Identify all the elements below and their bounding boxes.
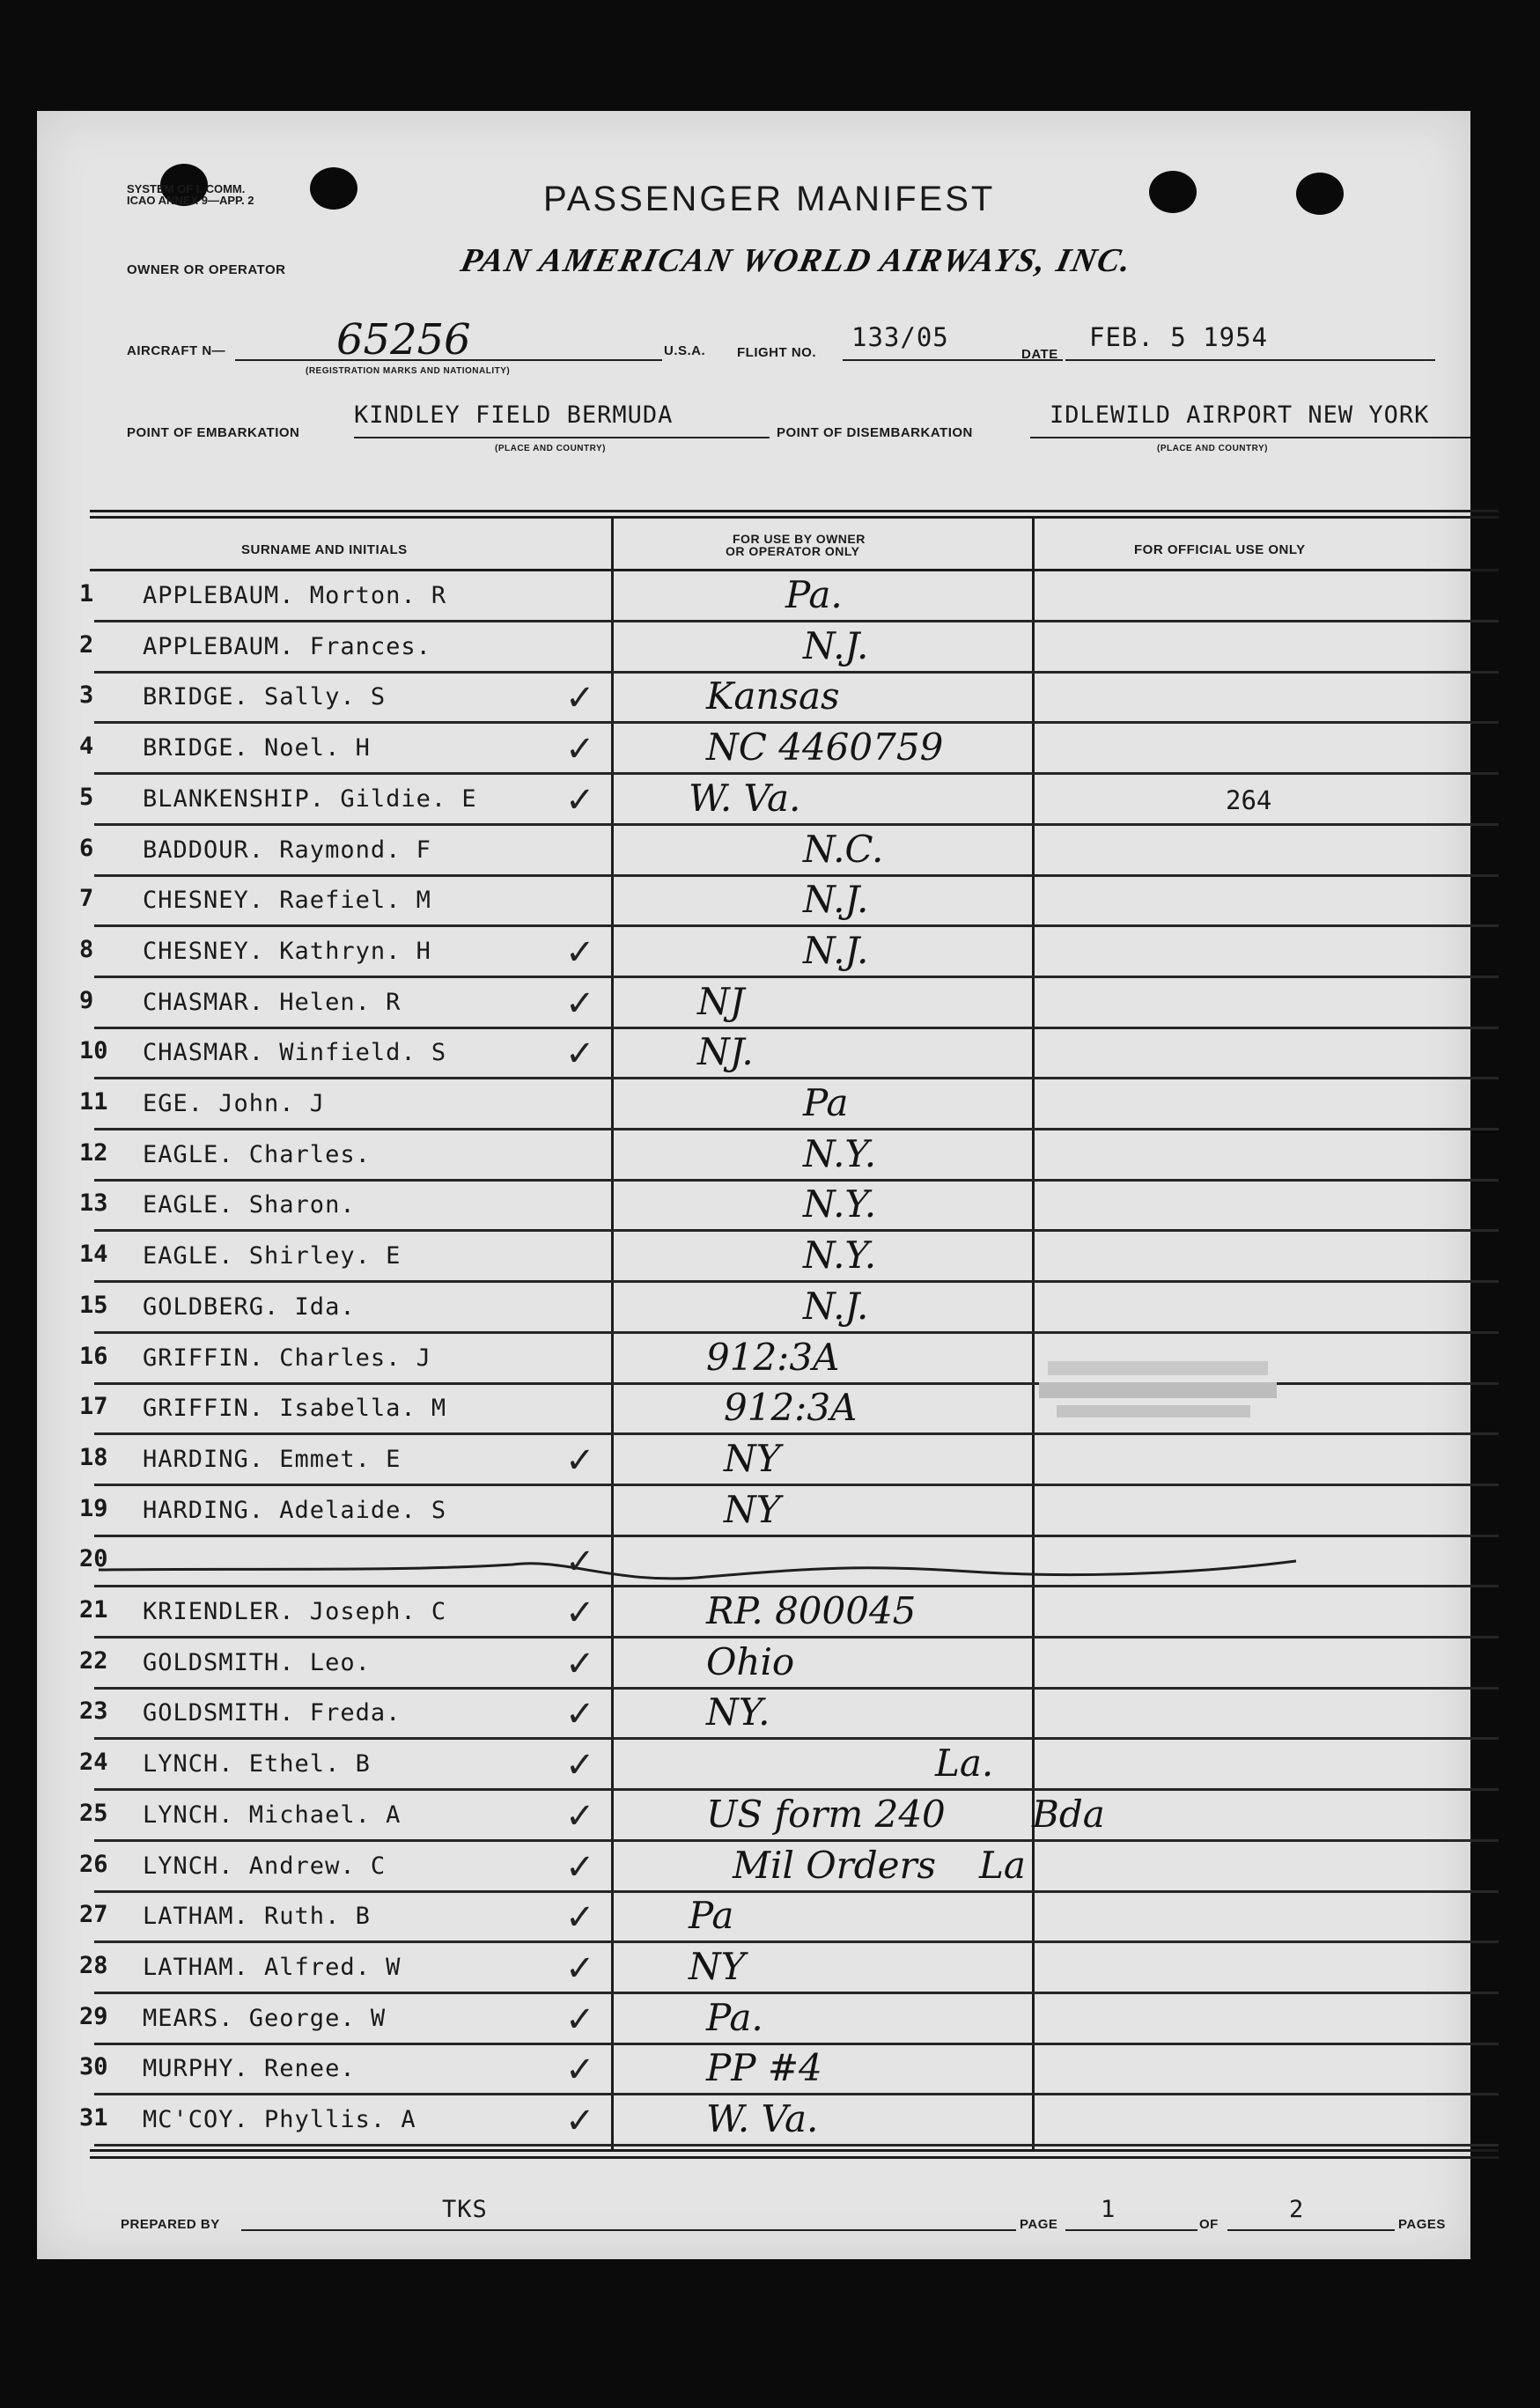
owner-note: NY (689, 1944, 746, 1988)
owner-note: La. (935, 1742, 994, 1786)
passenger-name: CHASMAR. Helen. R (143, 988, 402, 1016)
table-row (37, 1994, 1499, 2045)
row-number: 19 (79, 1494, 108, 1522)
owner-note: RP. 800045 (706, 1589, 917, 1632)
owner-note: PP #4 (706, 2046, 822, 2090)
disembark-place-note: (PLACE AND COUNTRY) (1157, 444, 1268, 453)
passenger-name: GRIFFIN. Isabella. M (143, 1395, 447, 1423)
row-rule (94, 2144, 1499, 2147)
table-row (37, 1486, 1499, 1537)
table-row (37, 978, 1499, 1029)
passenger-name: GOLDSMITH. Freda. (143, 1699, 402, 1727)
smudge-bar (1048, 1361, 1268, 1375)
form-reference (127, 183, 254, 206)
table-row (37, 1232, 1499, 1283)
table-row (37, 1130, 1499, 1182)
owner-note: N.J. (803, 928, 869, 972)
table-row (37, 1689, 1499, 1740)
date-underline (1065, 359, 1435, 361)
check-mark: ✓ (565, 2101, 595, 2141)
aircraft-label: AIRCRAFT N— (127, 343, 226, 358)
owner-note: US form 240 (706, 1792, 946, 1836)
passenger-name: APPLEBAUM. Morton. R (143, 582, 447, 609)
table-row (37, 2095, 1499, 2147)
row-number: 15 (79, 1291, 108, 1319)
table-row (37, 1587, 1499, 1638)
table-row (37, 826, 1499, 877)
passenger-name: HARDING. Emmet. E (143, 1445, 402, 1473)
passenger-name: APPLEBAUM. Frances. (143, 632, 431, 660)
table-row (37, 1181, 1499, 1232)
row-number: 21 (79, 1596, 108, 1624)
row-number: 26 (79, 1850, 108, 1878)
table-row (37, 1079, 1499, 1130)
owner-note: N.C. (803, 827, 884, 871)
page-underline (1065, 2229, 1197, 2231)
table-row (37, 1283, 1499, 1334)
row-number: 25 (79, 1799, 108, 1827)
check-mark: ✓ (565, 1897, 595, 1939)
table-row (37, 724, 1499, 775)
passenger-name: CHESNEY. Kathryn. H (143, 937, 431, 965)
owner-note: NY (724, 1436, 781, 1480)
date-value: FEB. 5 1954 (1089, 322, 1269, 352)
passenger-name: BRIDGE. Sally. S (143, 683, 387, 711)
row-number: 2 (79, 630, 94, 659)
owner-note: Pa (803, 1081, 849, 1124)
table-top-rule (90, 516, 1499, 519)
passenger-name: GOLDBERG. Ida. (143, 1292, 356, 1321)
owner-note: Pa. (706, 1995, 763, 2039)
row-number: 4 (79, 733, 94, 761)
owner-note: Ohio (706, 1639, 795, 1683)
passenger-name: LATHAM. Alfred. W (143, 1953, 402, 1981)
column-header-owner-line1: FOR USE BY OWNER (733, 532, 866, 546)
passenger-name: BLANKENSHIP. Gildie. E (143, 784, 477, 813)
owner-note: N.J. (803, 1284, 869, 1328)
check-mark: ✓ (565, 1795, 595, 1837)
redaction-smudge (1030, 1352, 1286, 1432)
owner-note: Mil Orders (733, 1843, 937, 1887)
prepared-value: TKS (442, 2196, 488, 2223)
row-number: 7 (79, 885, 94, 913)
owner-note: 912:3A (706, 1335, 840, 1379)
check-mark: ✓ (565, 1643, 595, 1684)
check-mark: ✓ (565, 1593, 595, 1633)
embark-underline (354, 437, 770, 438)
column-header-official: FOR OFFICIAL USE ONLY (1134, 542, 1306, 557)
owner-value: PAN AMERICAN WORLD AIRWAYS, INC. (457, 242, 1137, 279)
table-row (37, 927, 1499, 978)
passenger-name: MC'COY. Phyllis. A (143, 2106, 416, 2133)
check-mark: ✓ (565, 1694, 595, 1735)
passenger-name: LATHAM. Ruth. B (143, 1903, 371, 1931)
check-mark: ✓ (565, 729, 595, 770)
passenger-name: BRIDGE. Noel. H (143, 734, 371, 762)
column-header-owner-line2: OR OPERATOR ONLY (726, 544, 860, 558)
table-bottom-rule (90, 2149, 1499, 2152)
owner-note: Pa (689, 1894, 734, 1938)
owner-note: NC 4460759 (706, 725, 944, 770)
passenger-name: BADDOUR. Raymond. F (143, 836, 431, 864)
passenger-name: CHASMAR. Winfield. S (143, 1039, 447, 1067)
smudge-bar (1057, 1405, 1250, 1418)
date-label: DATE (1021, 347, 1058, 362)
row-number: 27 (79, 1901, 108, 1929)
row-number: 31 (79, 2104, 108, 2132)
disembark-underline (1030, 437, 1470, 438)
check-mark: ✓ (565, 1846, 595, 1888)
row-number: 11 (79, 1088, 108, 1116)
check-mark: ✓ (565, 1745, 595, 1786)
check-mark: ✓ (565, 1440, 595, 1481)
row-number: 1 (79, 580, 94, 608)
row-number: 3 (79, 681, 94, 710)
table-row (37, 2044, 1499, 2095)
page-label: PAGE (1020, 2217, 1058, 2232)
row-number: 29 (79, 2002, 108, 2030)
table-row (37, 1791, 1499, 1842)
row-number: 28 (79, 1951, 108, 1979)
owner-note: N.Y. (803, 1182, 877, 1226)
passenger-name: GOLDSMITH. Leo. (143, 1648, 371, 1676)
embark-value: KINDLEY FIELD BERMUDA (354, 401, 674, 429)
prepared-underline (241, 2229, 1016, 2231)
check-mark: ✓ (565, 1948, 595, 1989)
check-mark: ✓ (565, 1542, 595, 1583)
official-note: Bda (1032, 1792, 1105, 1836)
page-title: PASSENGER MANIFEST (543, 180, 996, 218)
passenger-name: MURPHY. Renee. (143, 2055, 356, 2083)
passenger-name: LYNCH. Ethel. B (143, 1750, 371, 1778)
row-number: 23 (79, 1697, 108, 1726)
check-mark: ✓ (565, 678, 595, 719)
row-number: 18 (79, 1443, 108, 1471)
table-row (37, 1028, 1499, 1079)
table-row (37, 622, 1499, 674)
usa-label: U.S.A. (664, 343, 706, 358)
prepared-label: PREPARED BY (121, 2217, 220, 2232)
row-number: 13 (79, 1189, 108, 1218)
official-note: La (979, 1843, 1026, 1887)
owner-label: OWNER OR OPERATOR (127, 262, 286, 277)
passenger-name: GRIFFIN. Charles. J (143, 1344, 431, 1372)
owner-note: N.J. (803, 878, 869, 922)
of-underline (1227, 2229, 1395, 2231)
check-mark: ✓ (565, 779, 595, 821)
check-mark: ✓ (565, 2050, 595, 2091)
row-number: 12 (79, 1138, 108, 1167)
passenger-name: EAGLE. Sharon. (143, 1191, 356, 1219)
check-mark: ✓ (565, 983, 595, 1024)
table-row (37, 1435, 1499, 1486)
owner-note: NY. (706, 1690, 770, 1734)
passenger-name: MEARS. George. W (143, 2004, 387, 2032)
passenger-name: EAGLE. Charles. (143, 1140, 371, 1168)
row-number: 20 (79, 1545, 108, 1573)
row-number: 8 (79, 935, 94, 963)
table-row (37, 775, 1499, 826)
embark-place-note: (PLACE AND COUNTRY) (495, 444, 606, 453)
owner-note: Pa. (785, 573, 843, 616)
row-number: 6 (79, 834, 94, 862)
row-number: 10 (79, 1037, 108, 1065)
pages-label: PAGES (1398, 2217, 1446, 2232)
of-label: OF (1199, 2217, 1219, 2232)
flight-label: FLIGHT NO. (737, 345, 816, 360)
form-reference-line2: ICAO ANNEX 9—APP. 2 (127, 194, 254, 207)
table-bottom-rule (90, 2156, 1499, 2159)
row-20-strike (90, 1542, 1305, 1594)
table-row (37, 876, 1499, 927)
check-mark: ✓ (565, 932, 595, 973)
passenger-name: EGE. John. J (143, 1090, 326, 1117)
owner-note: W. Va. (706, 2097, 819, 2140)
row-number: 14 (79, 1241, 108, 1269)
disembark-value: IDLEWILD AIRPORT NEW YORK (1050, 401, 1430, 429)
table-row (37, 1943, 1499, 1994)
table-row (37, 1740, 1499, 1791)
passenger-name: EAGLE. Shirley. E (143, 1242, 402, 1270)
check-mark: ✓ (565, 1999, 595, 2040)
column-header-surname: SURNAME AND INITIALS (241, 542, 408, 557)
passenger-name: LYNCH. Andrew. C (143, 1852, 387, 1880)
punch-hole (310, 167, 357, 210)
row-number: 22 (79, 1646, 108, 1675)
passenger-name: HARDING. Adelaide. S (143, 1496, 447, 1524)
strike-line (99, 1561, 1296, 1579)
owner-note: Kansas (706, 674, 840, 718)
table-row (37, 1842, 1499, 1893)
table-row (37, 1892, 1499, 1943)
row-number: 24 (79, 1749, 108, 1777)
table-row (37, 571, 1499, 622)
flight-value: 133/05 (851, 322, 949, 352)
owner-note: N.Y. (803, 1233, 877, 1278)
embark-label: POINT OF EMBARKATION (127, 425, 300, 440)
table-top-rule (90, 510, 1499, 512)
row-number: 30 (79, 2053, 108, 2081)
owner-note: NJ. (697, 1030, 754, 1074)
owner-note: 912:3A (724, 1386, 858, 1430)
official-note: 264 (1226, 784, 1272, 815)
table-row (37, 673, 1499, 724)
manifest-sheet (37, 111, 1470, 2259)
owner-note: NY (724, 1487, 781, 1531)
aircraft-value: 65256 (336, 315, 471, 365)
passenger-name: LYNCH. Michael. A (143, 1800, 402, 1829)
form-reference-line1: SYSTEM OF I. COMM. (127, 182, 246, 195)
check-mark: ✓ (565, 1034, 595, 1075)
row-number: 17 (79, 1393, 108, 1421)
of-value: 2 (1289, 2196, 1305, 2223)
passenger-name: CHESNEY. Raefiel. M (143, 887, 431, 915)
row-number: 16 (79, 1342, 108, 1370)
disembark-label: POINT OF DISEMBARKATION (777, 425, 973, 440)
passenger-name: KRIENDLER. Joseph. C (143, 1598, 447, 1625)
owner-note: N.J. (803, 623, 869, 667)
punch-hole (1149, 171, 1197, 213)
row-number: 5 (79, 783, 94, 811)
registration-note: (REGISTRATION MARKS AND NATIONALITY) (306, 366, 511, 376)
owner-note: N.Y. (803, 1131, 877, 1175)
page-value: 1 (1101, 2196, 1116, 2223)
row-number: 9 (79, 986, 94, 1014)
punch-hole (1296, 173, 1344, 215)
table-row (37, 1638, 1499, 1690)
owner-note: W. Va. (689, 776, 801, 820)
owner-note: NJ (697, 979, 745, 1023)
smudge-bar (1039, 1382, 1277, 1398)
